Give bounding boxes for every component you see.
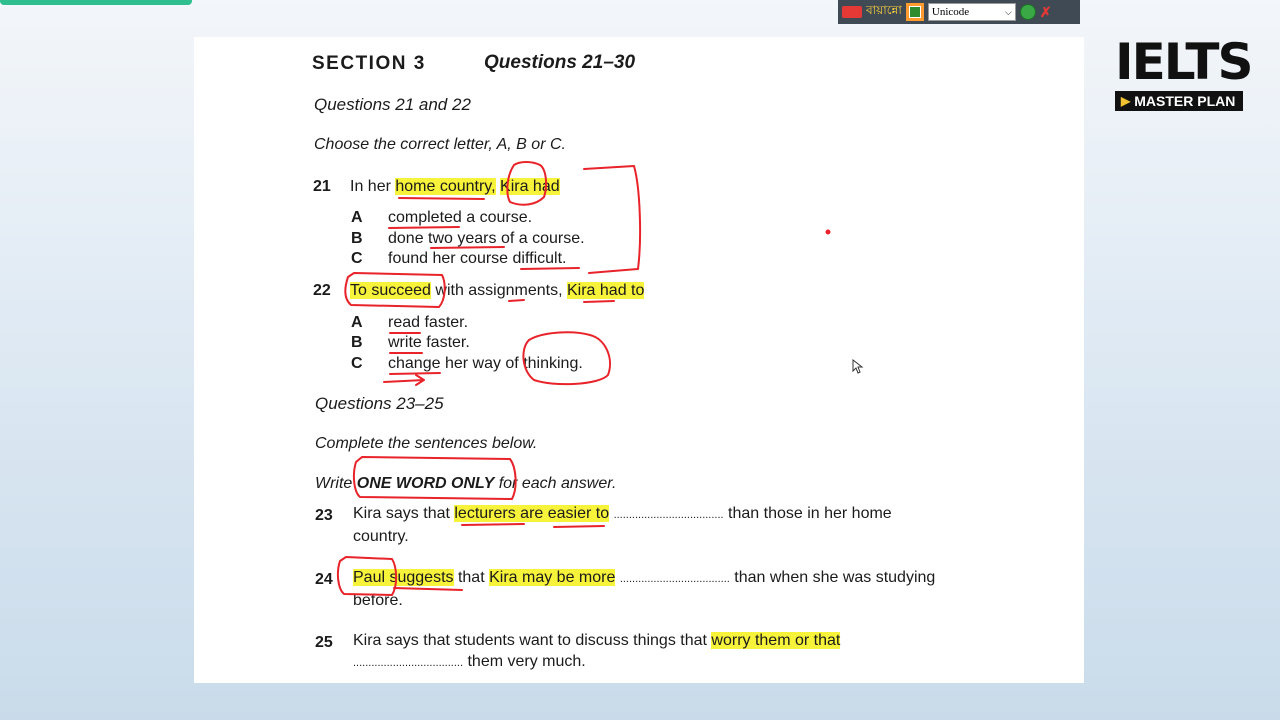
handwritten-annotations bbox=[194, 37, 1084, 683]
write-bold: ONE WORD ONLY bbox=[356, 475, 495, 492]
q25-text: Kira says that students want to discuss things that bbox=[353, 632, 712, 649]
mode-square-icon bbox=[909, 6, 921, 18]
q23-text: Kira says that bbox=[353, 505, 455, 522]
group2-heading: Questions 23–25 bbox=[315, 394, 444, 413]
kira-circle bbox=[507, 162, 546, 205]
mouse-cursor-icon bbox=[852, 359, 864, 375]
q24-answer-blank[interactable]: .................................... bbox=[619, 573, 730, 585]
q22-option-letter: A bbox=[351, 314, 363, 331]
top-accent-tab bbox=[0, 0, 192, 5]
keyboard-mode-toggle[interactable] bbox=[906, 3, 924, 21]
q21-highlight-home-country: home country, bbox=[395, 178, 496, 195]
ielts-master-plan-logo bbox=[1115, 33, 1252, 111]
q25-highlight: worry them or that bbox=[711, 632, 841, 649]
q21-option-text: found her course difficult. bbox=[388, 250, 567, 267]
q22-option-letter: C bbox=[351, 355, 363, 372]
underline-lecturers bbox=[462, 524, 524, 525]
thinking-circle bbox=[523, 332, 610, 384]
underline-easier bbox=[554, 526, 604, 527]
write-text-end: for each answer. bbox=[494, 475, 617, 492]
question-number-24: 24 bbox=[315, 571, 333, 588]
paul-box bbox=[338, 557, 396, 595]
to-succeed-box bbox=[345, 273, 444, 307]
logo-tagline: MASTER PLAN bbox=[1134, 93, 1236, 109]
question-24-line2: before. bbox=[353, 592, 403, 609]
q22-option-letter: B bbox=[351, 334, 363, 351]
q23-answer-blank[interactable]: .................................... bbox=[613, 509, 724, 521]
underline-home-country bbox=[399, 198, 484, 199]
underline-two-years bbox=[431, 247, 504, 248]
q25-text-cont: them very much. bbox=[463, 653, 586, 670]
question-number-25: 25 bbox=[315, 634, 333, 651]
q21-option-letter: A bbox=[351, 209, 363, 226]
question-number-22: 22 bbox=[313, 282, 331, 299]
q25-answer-blank[interactable]: .................................... bbox=[353, 657, 464, 669]
underline-assignments bbox=[509, 300, 524, 301]
one-word-only-box bbox=[354, 457, 516, 499]
q22-highlight-kira-had-to: Kira had to bbox=[567, 282, 645, 299]
underline-suggests bbox=[394, 588, 462, 590]
q24-highlight-kira: Kira may be more bbox=[489, 569, 616, 586]
q22-option-text: read faster. bbox=[388, 314, 469, 331]
write-text: Write bbox=[315, 475, 357, 492]
q22-option-text: write faster. bbox=[388, 334, 470, 351]
group1-instruction: Choose the correct letter, A, B or C. bbox=[314, 136, 566, 153]
arrow-change bbox=[384, 375, 424, 385]
underline-kira-had-to bbox=[584, 301, 614, 302]
q22-text: with assignments, bbox=[430, 282, 567, 299]
underline-difficult bbox=[521, 268, 579, 269]
q23-text-cont: than those in her home bbox=[723, 505, 892, 522]
q22-highlight-to-succeed: To succeed bbox=[350, 282, 431, 299]
q24-text-cont: than when she was studying bbox=[729, 569, 936, 586]
question-number-21: 21 bbox=[313, 178, 331, 195]
q21-option-text: done two years of a course. bbox=[388, 230, 585, 247]
logo-word: IELTS bbox=[1115, 33, 1252, 91]
q23-highlight: lecturers are easier to bbox=[454, 505, 610, 522]
logo-tagline-bar bbox=[1115, 91, 1243, 111]
globe-icon[interactable] bbox=[1020, 4, 1036, 20]
underline-change bbox=[390, 373, 440, 374]
close-icon[interactable]: ✗ bbox=[1039, 3, 1052, 20]
q22-option-text: change her way of thinking. bbox=[388, 355, 583, 372]
annotation-dot bbox=[827, 231, 830, 234]
underline-completed bbox=[389, 227, 459, 228]
play-icon: ▶ bbox=[1121, 94, 1131, 108]
section-label: SECTION 3 bbox=[312, 53, 426, 74]
keyboard-logo[interactable] bbox=[842, 2, 902, 22]
exam-page bbox=[194, 37, 1084, 683]
q21-option-text: completed a course. bbox=[388, 209, 533, 226]
keyboard-brand-icon bbox=[842, 6, 862, 18]
chevron-down-icon: ⌵ bbox=[1005, 6, 1012, 17]
keyboard-toolbar bbox=[838, 0, 1080, 24]
q21-bracket bbox=[584, 166, 640, 273]
section-range: Questions 21–30 bbox=[484, 52, 636, 73]
question-number-23: 23 bbox=[315, 507, 333, 524]
q21-text: In her bbox=[350, 178, 396, 195]
group1-heading: Questions 21 and 22 bbox=[314, 95, 471, 114]
q21-highlight-kira-had: Kira had bbox=[500, 178, 560, 195]
encoding-select[interactable] bbox=[928, 3, 1016, 21]
encoding-value: Unicode bbox=[931, 6, 970, 18]
keyboard-name: বায়ান্নো bbox=[866, 3, 902, 17]
group2-instruction: Complete the sentences below. bbox=[315, 435, 538, 452]
q21-option-letter: B bbox=[351, 230, 363, 247]
question-23-line2: country. bbox=[353, 528, 409, 545]
q24-text: that bbox=[453, 569, 490, 586]
q24-highlight-paul: Paul suggests bbox=[353, 569, 454, 586]
q21-option-letter: C bbox=[351, 250, 363, 267]
